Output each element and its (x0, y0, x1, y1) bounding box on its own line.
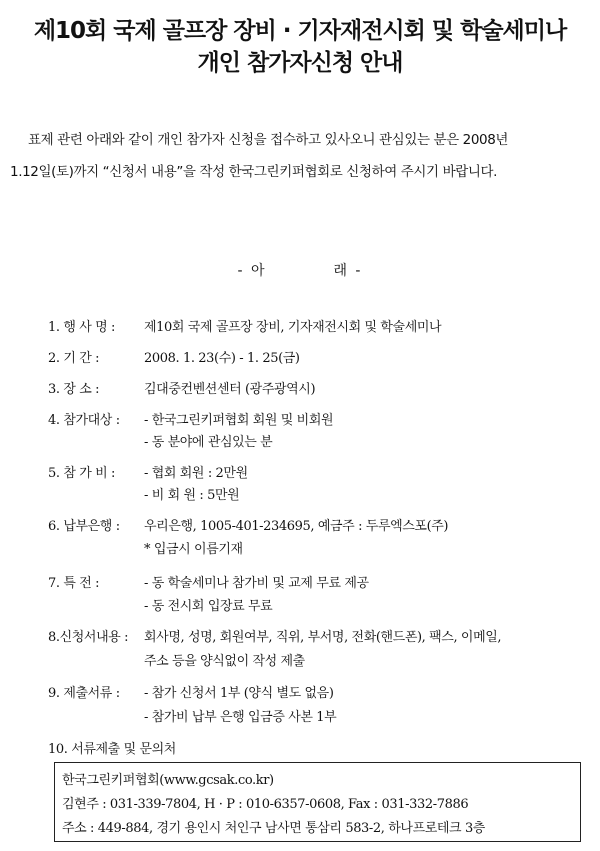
item-value: 2008. 1. 23(수) - 1. 25(금) (144, 351, 300, 366)
item-venue (48, 378, 315, 397)
item-bank-cont: * 입금시 이름기재 (144, 542, 243, 557)
item-label: 10. 서류제출 및 문의처 (48, 742, 176, 757)
item-label: 2. 기 간 : (48, 351, 100, 366)
item-fee (48, 462, 248, 481)
item-label: 7. 특 전 : (48, 576, 100, 591)
title-line-1: 제10회 국제 골프장 장비 · 기자재전시회 및 학술세미나 (33, 18, 567, 44)
item-documents (48, 682, 334, 701)
item-label: 6. 납부은행 : (48, 519, 120, 534)
item-value: - 협회 회원 : 2만원 (144, 466, 248, 481)
item-label: 1. 행 사 명 : (48, 320, 115, 335)
item-benefit-cont: - 동 전시회 입장료 무료 (144, 599, 273, 614)
item-fee-cont: - 비 회 원 : 5만원 (144, 488, 240, 503)
item-form-content (48, 626, 501, 645)
title-line-2: 개인 참가자신청 안내 (197, 50, 403, 76)
item-value: - 동 학술세미나 참가비 및 교제 무료 제공 (144, 576, 369, 591)
item-documents-cont: - 참가비 납부 은행 입금증 사본 1부 (144, 710, 337, 725)
item-value: 제10회 국제 골프장 장비, 기자재전시회 및 학술세미나 (144, 320, 442, 335)
item-contact-heading (48, 738, 176, 757)
item-benefit (48, 572, 369, 591)
intro-line-1: 표제 관련 아래와 같이 개인 참가자 신청을 접수하고 있사오니 관심있는 분은 2008년 (28, 132, 509, 148)
section-heading-left: - 아 (237, 263, 267, 279)
item-value: 회사명, 성명, 회원여부, 직위, 부서명, 전화(핸드폰), 팩스, 이메일, (144, 630, 502, 645)
contact-org: 한국그린키퍼협회(www.gcsak.co.kr) (62, 773, 274, 788)
item-value: 우리은행, 1005-401-234695, 예금주 : 두루엑스포(주) (144, 519, 449, 534)
intro-line-2: 1.12일(토)까지 “신청서 내용”을 작성 한국그린키퍼협회로 신청하여 주시기 바랍니다. (10, 164, 498, 180)
item-label: 4. 참가대상 : (48, 413, 120, 428)
contact-address: 주소 : 449-884, 경기 용인시 처인구 남사면 통삼리 583-2, 하나프로테크 3층 (62, 821, 485, 836)
contact-phone: 김현주 : 031-339-7804, H · P : 010-6357-0608, Fax : 031-332-7886 (62, 797, 469, 812)
item-target-cont: - 동 분야에 관심있는 분 (144, 435, 273, 450)
item-value: - 한국그린키퍼협회 회원 및 비회원 (144, 413, 334, 428)
item-form-content-cont: 주소 등을 양식없이 작성 제출 (144, 654, 305, 669)
item-bank (48, 515, 448, 534)
item-label: 9. 제출서류 : (48, 686, 120, 701)
item-period (48, 347, 300, 366)
section-heading (0, 260, 600, 280)
section-heading-right: 래 - (333, 263, 363, 279)
item-value: 김대중컨벤션센터 (광주광역시) (144, 382, 316, 397)
item-label: 8.신청서내용 : (48, 630, 129, 645)
item-label: 3. 장 소 : (48, 382, 100, 397)
item-event-name (48, 316, 441, 335)
item-value: - 참가 신청서 1부 (양식 별도 없음) (144, 686, 334, 701)
item-label: 5. 참 가 비 : (48, 466, 115, 481)
item-target (48, 409, 333, 428)
